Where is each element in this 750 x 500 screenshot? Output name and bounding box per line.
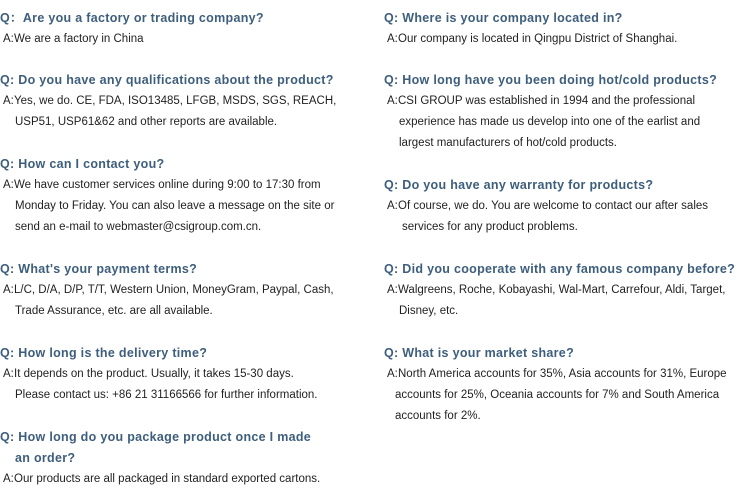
- answer-line: It depends on the product. Usually, it takes 15-30 days.: [14, 368, 294, 380]
- faq-answer: [384, 91, 750, 154]
- answer-label: A:: [3, 368, 14, 380]
- answer-line: We have customer services online during 9:00 to 17:30 from: [14, 179, 321, 191]
- faq-item: [384, 175, 750, 238]
- answer-line: Trade Assurance, etc. are all available.: [15, 305, 213, 317]
- faq-item: [384, 8, 750, 50]
- faq-question: [384, 259, 750, 280]
- faq-answer: [0, 175, 375, 238]
- faq-question: [0, 427, 375, 469]
- faq-question: [384, 175, 750, 196]
- question-line: Q: How long do you package product once I made: [0, 430, 312, 444]
- answer-label: A:: [3, 33, 14, 45]
- faq-question: [384, 8, 750, 29]
- faq-answer: [384, 196, 750, 238]
- answer-label: A:: [387, 368, 398, 380]
- faq-item: [384, 343, 750, 427]
- faq-answer: [0, 91, 375, 133]
- faq-answer: [0, 280, 375, 322]
- answer-line: Disney, etc.: [399, 305, 459, 317]
- answer-label: A:: [387, 284, 398, 296]
- question-line: Q: What's your payment terms?: [0, 262, 198, 276]
- faq-question: [384, 70, 750, 91]
- question-line: Q: What is your market share?: [384, 346, 574, 360]
- faq-item: [0, 259, 375, 322]
- question-line: an order?: [15, 451, 76, 465]
- question-line: Q: Where is your company located in?: [384, 11, 623, 25]
- faq-item: [0, 343, 375, 406]
- question-line: Q: Do you have any qualifications about the product?: [0, 73, 334, 87]
- faq-answer: [384, 364, 750, 427]
- answer-line: Monday to Friday. You can also leave a message on the site or: [15, 200, 335, 212]
- answer-line: Our products are all packaged in standard exported cartons.: [14, 473, 321, 485]
- faq-answer: [0, 364, 375, 406]
- answer-line: experience has made us develop into one of the earlist and: [399, 116, 701, 128]
- faq-question: [0, 70, 375, 91]
- answer-label: A:: [3, 95, 14, 107]
- answer-line: accounts for 2%.: [395, 410, 481, 422]
- faq-question: [0, 259, 375, 280]
- answer-label: A:: [3, 473, 14, 485]
- faq-question: [384, 343, 750, 364]
- answer-line: Yes, we do. CE, FDA, ISO13485, LFGB, MSDS, SGS, REACH,: [14, 95, 337, 107]
- faq-answer: [0, 29, 375, 50]
- answer-line: Of course, we do. You are welcome to contact our after sales: [398, 200, 709, 212]
- answer-line: CSI GROUP was established in 1994 and the professional: [398, 95, 696, 107]
- faq-item: [0, 8, 375, 50]
- answer-line: Walgreens, Roche, Kobayashi, Wal-Mart, Carrefour, Aldi, Target,: [398, 284, 726, 296]
- answer-line: North America accounts for 35%, Asia accounts for 31%, Europe: [398, 368, 727, 380]
- faq-answer: [384, 280, 750, 322]
- answer-line: Our company is located in Qingpu District of Shanghai.: [398, 33, 678, 45]
- faq-question: [0, 8, 375, 29]
- answer-label: A:: [387, 95, 398, 107]
- answer-label: A:: [387, 33, 398, 45]
- answer-line: We are a factory in China: [14, 33, 144, 45]
- answer-label: A:: [3, 179, 14, 191]
- question-line: Q: Do you have any warranty for products?: [384, 178, 654, 192]
- question-line: Q: How long have you been doing hot/cold products?: [384, 73, 718, 87]
- faq-item: [0, 154, 375, 238]
- answer-line: USP51, USP61&62 and other reports are available.: [15, 116, 278, 128]
- answer-line: Please contact us: +86 21 31166566 for further information.: [15, 389, 318, 401]
- answer-line: services for any product problems.: [402, 221, 578, 233]
- answer-line: largest manufacturers of hot/cold products.: [399, 137, 617, 149]
- faq-answer: [384, 29, 750, 50]
- answer-label: A:: [3, 284, 14, 296]
- question-line: Q: Did you cooperate with any famous company before?: [384, 262, 736, 276]
- answer-line: L/C, D/A, D/P, T/T, Western Union, MoneyGram, Paypal, Cash,: [14, 284, 334, 296]
- question-line: Q：Are you a factory or trading company?: [0, 11, 264, 25]
- answer-label: A:: [387, 200, 398, 212]
- faq-item: [384, 259, 750, 322]
- question-line: Q: How long is the delivery time?: [0, 346, 208, 360]
- answer-line: send an e-mail to webmaster@csigroup.com.cn.: [15, 221, 262, 233]
- faq-question: [0, 343, 375, 364]
- faq-item: [0, 427, 375, 490]
- answer-line: accounts for 25%, Oceania accounts for 7% and South America: [395, 389, 720, 401]
- faq-answer: [0, 469, 375, 490]
- question-line: Q: How can I contact you?: [0, 157, 165, 171]
- faq-item: [0, 70, 375, 133]
- faq-question: [0, 154, 375, 175]
- faq-item: [384, 70, 750, 154]
